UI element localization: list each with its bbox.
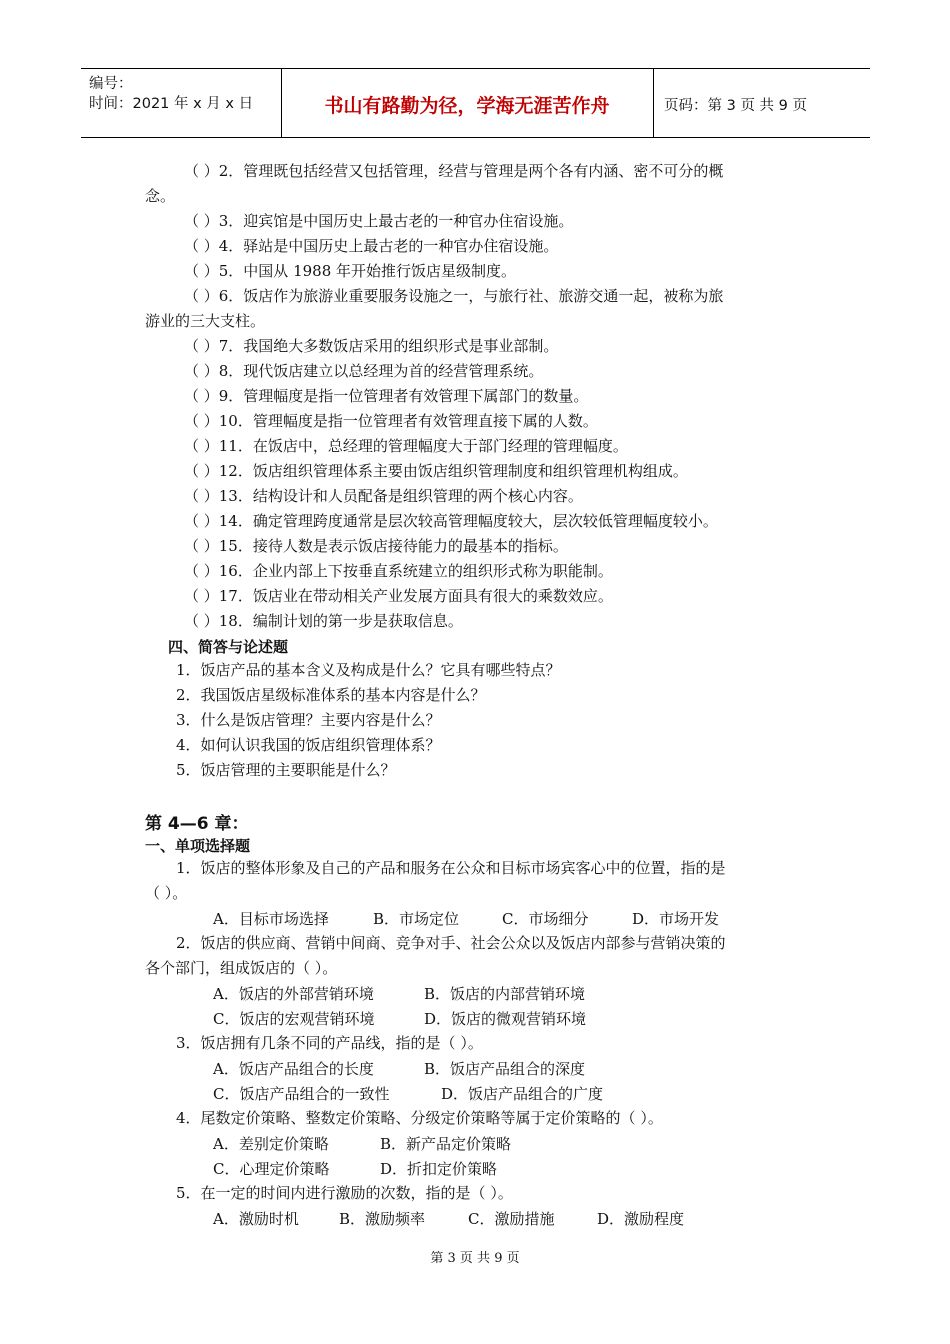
judge-item: （ ）15．接待人数是表示饭店接待能力的最基本的指标。 [184,537,568,555]
mc-option: C．市场细分 [502,910,589,928]
mc-question-cont: （ ）。 [145,884,188,902]
mc-option: A．激励时机 [213,1210,299,1228]
question-item: 4．如何认识我国的饭店组织管理体系？ [176,736,441,754]
mc-option: B．饭店的内部营销环境 [424,985,586,1003]
judge-item-cont: 游业的三大支柱。 [145,312,266,330]
header-right-cell [654,69,870,137]
mc-option: D．饭店的微观营销环境 [424,1010,587,1028]
section-heading: 一、单项选择题 [145,837,251,855]
mc-option: D．折扣定价策略 [380,1160,498,1178]
judge-item: （ ）8．现代饭店建立以总经理为首的经营管理系统。 [184,362,544,380]
mc-question: 5．在一定的时间内进行激励的次数，指的是（ ）。 [176,1184,513,1202]
mc-question: 3．饭店拥有几条不同的产品线，指的是（ ）。 [176,1034,483,1052]
mc-option: B．市场定位 [373,910,460,928]
mc-option: A．饭店的外部营销环境 [213,985,374,1003]
page-info: 页码：第 3 页 共 9 页 [664,98,807,114]
judge-item: （ ）12．饭店组织管理体系主要由饭店组织管理制度和组织管理机构组成。 [184,462,688,480]
question-item: 1．饭店产品的基本含义及构成是什么？它具有哪些特点？ [176,661,561,679]
mc-question: 2．饭店的供应商、营销中间商、竞争对手、社会公众以及饭店内部参与营销决策的 [176,934,726,952]
mc-option: D．市场开发 [632,910,720,928]
mc-option: C．饭店产品组合的一致性 [213,1085,390,1103]
chapter-heading: 第 4—6 章： [145,814,249,834]
judge-item: （ ）10．管理幅度是指一位管理者有效管理直接下属的人数。 [184,412,598,430]
question-item: 5．饭店管理的主要职能是什么？ [176,761,396,779]
mc-option: A．目标市场选择 [213,910,329,928]
judge-item: （ ）16．企业内部上下按垂直系统建立的组织形式称为职能制。 [184,562,613,580]
judge-item: （ ）18．编制计划的第一步是获取信息。 [184,612,463,630]
judge-item: （ ）7．我国绝大多数饭店采用的组织形式是事业部制。 [184,337,559,355]
mc-option: D．饭店产品组合的广度 [441,1085,604,1103]
judge-item: （ ）4．驿站是中国历史上最古老的一种官办住宿设施。 [184,237,559,255]
motto: 书山有路勤为径，学海无涯苦作舟 [324,95,610,117]
judge-item: （ ）3．迎宾馆是中国历史上最古老的一种官办住宿设施。 [184,212,574,230]
judge-item: （ ）5．中国从 1988 年开始推行饭店星级制度。 [184,262,517,280]
judge-item: （ ）2．管理既包括经营又包括管理，经营与管理是两个各有内涵、密不可分的概 [184,162,724,180]
mc-question-cont: 各个部门，组成饭店的（ ）。 [145,959,338,977]
mc-option: A．差别定价策略 [213,1135,329,1153]
judge-item: （ ）9．管理幅度是指一位管理者有效管理下属部门的数量。 [184,387,589,405]
mc-question: 1．饭店的整体形象及自己的产品和服务在公众和目标市场宾客心中的位置，指的是 [176,859,726,877]
judge-item-cont: 念。 [145,187,176,205]
question-item: 2．我国饭店星级标准体系的基本内容是什么？ [176,686,486,704]
mc-option: D．激励程度 [597,1210,685,1228]
mc-option: C．饭店的宏观营销环境 [213,1010,375,1028]
page-header [81,68,870,138]
header-center-cell [281,69,654,137]
judge-item: （ ）11．在饭店中，总经理的管理幅度大于部门经理的管理幅度。 [184,437,628,455]
mc-option: C．激励措施 [468,1210,555,1228]
judge-item: （ ）14．确定管理跨度通常是层次较高管理幅度较大，层次较低管理幅度较小。 [184,512,718,530]
mc-question: 4．尾数定价策略、整数定价策略、分级定价策略等属于定价策略的（ ）。 [176,1109,663,1127]
header-left-cell [81,69,282,137]
judge-item: （ ）13．结构设计和人员配备是组织管理的两个核心内容。 [184,487,583,505]
judge-item: （ ）17．饭店业在带动相关产业发展方面具有很大的乘数效应。 [184,587,613,605]
date-line: 时间：2021 年 x 月 x 日 [89,96,254,112]
mc-option: A．饭店产品组合的长度 [213,1060,374,1078]
question-item: 3．什么是饭店管理？主要内容是什么？ [176,711,441,729]
judge-item: （ ）6．饭店作为旅游业重要服务设施之一，与旅行社、旅游交通一起，被称为旅 [184,287,724,305]
number-label: 编号： [89,76,133,92]
section-heading: 四、简答与论述题 [168,638,289,656]
mc-option: B．饭店产品组合的深度 [424,1060,586,1078]
page-footer: 第 3 页 共 9 页 [430,1251,520,1266]
mc-option: B．激励频率 [339,1210,426,1228]
mc-option: C．心理定价策略 [213,1160,330,1178]
mc-option: B．新产品定价策略 [380,1135,512,1153]
